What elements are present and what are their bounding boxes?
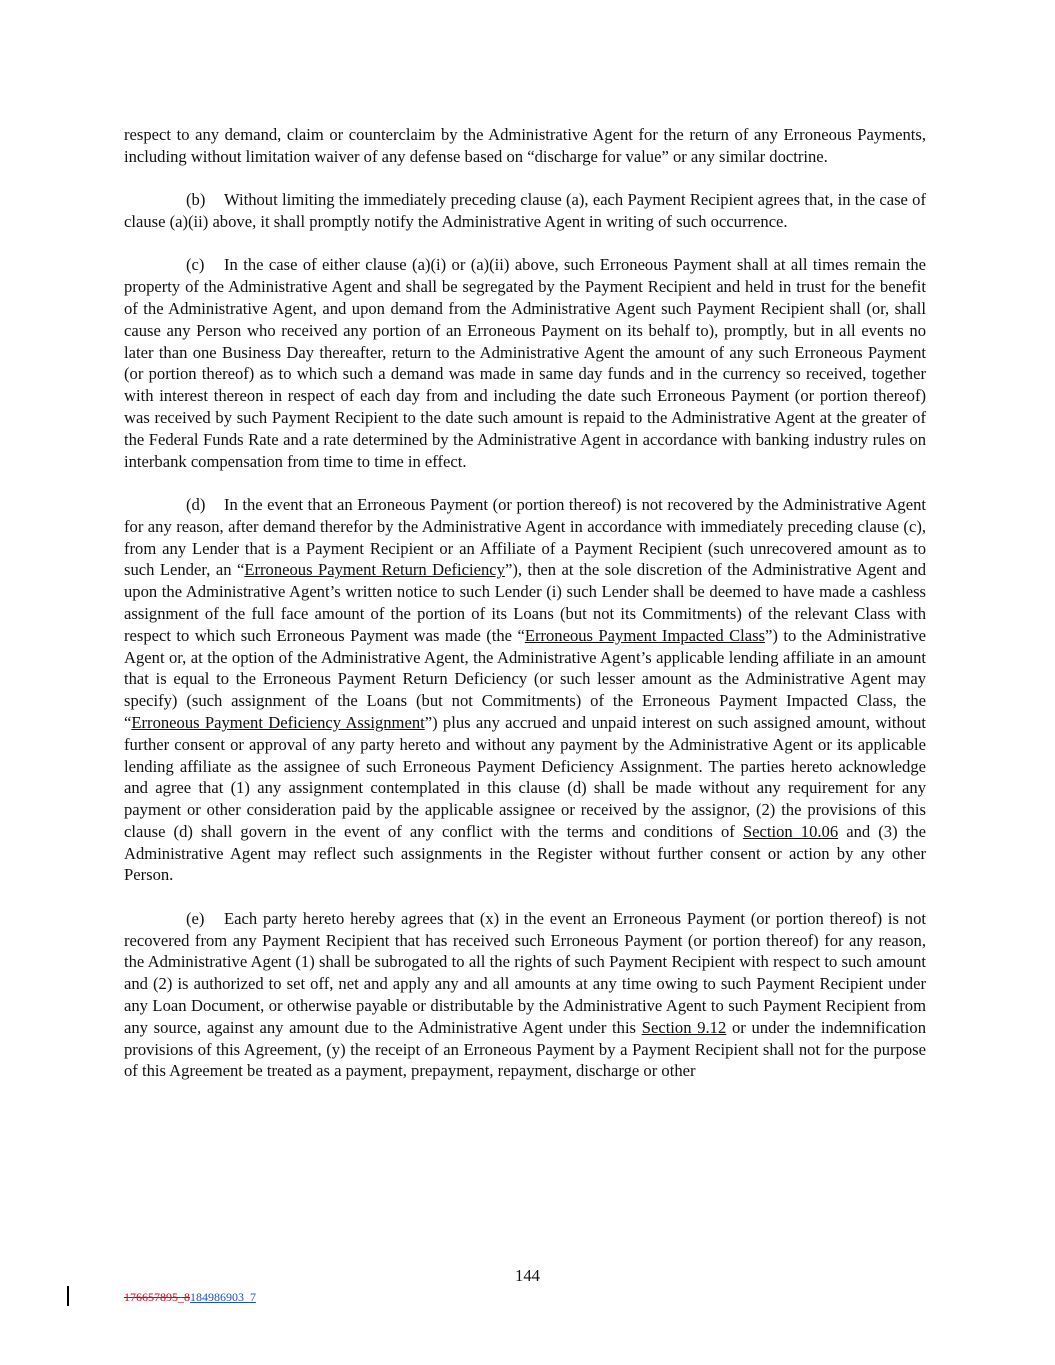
clause-c (124, 254, 926, 472)
clause-d-text-5: and (3) the Administrative Agent may reflect such assignments in the Register without further consent or action by any other Person. (124, 821, 926, 885)
intro-paragraph (124, 124, 926, 168)
clause-e-text-2: or under the indemnification provisions of this Agreement, (y) the receipt of an Erroneous Payment by a Payment Recipient shall not for the purpose of this Agreement be treated as a payment, prepayment, repayment, discharge or other (124, 1017, 926, 1081)
clause-d (124, 494, 926, 886)
intro-text: respect to any demand, claim or counterclaim by the Administrative Agent for the return of any Erroneous Payments, including without limitation waiver of any defense based on “discharge for value” or any similar doctrine. (124, 125, 926, 166)
clause-c-label: (c) (186, 255, 205, 275)
defined-term-impacted-class: Erroneous Payment Impacted Class (524, 625, 766, 645)
document-id (124, 1290, 256, 1305)
clause-d-text-1: In the event that an Erroneous Payment (or portion thereof) is not recovered by the Administrative Agent for any reason, after demand therefor by the Administrative Agent in accordance with immediately preceding clause (c), from any Lender that is a Payment Recipient or an Affiliate of a Payment Recipient (such unrecovered amount as to such Lender, an “ (124, 494, 926, 580)
clause-d-label: (d) (186, 494, 206, 514)
clause-c-text: In the case of either clause (a)(i) or (a)(ii) above, such Erroneous Payment shall at all times remain the property of the Administrative Agent and shall be segregated by the Payment Recipient and held in trust for the benefit of the Administrative Agent, and upon demand from the Administrative Agent such Payment Recipient shall (or, shall cause any Person who received any portion of an Erroneous Payment on its behalf to), promptly, but in all events no later than one Business Day thereafter, return to the Administrative Agent the amount of any such Erroneous Payment (or portion thereof) as to which such a demand was made in same day funds and in the currency so received, together with interest thereon in respect of each day from and including the date such Erroneous Payment (or portion thereof) was received by such Payment Recipient to the date such amount is repaid to the Administrative Agent at the greater of the Federal Funds Rate and a rate determined by the Administrative Agent in accordance with banking industry rules on interbank compensation from time to time in effect. (124, 255, 926, 471)
clause-e-text-1: Each party hereto hereby agrees that (x) in the event an Erroneous Payment (or portion thereof) is not recovered from any Payment Recipient that has received such Erroneous Payment (or portion thereof) for any reason, the Administrative Agent (1) shall be subrogated to all the rights of such Payment Recipient with respect to such amount and (2) is authorized to set off, net and apply any and all amounts at any time owing to such Payment Recipient under any Loan Document, or otherwise payable or distributable by the Administrative Agent to such Payment Recipient from any source, against any amount due to the Administrative Agent under this (124, 908, 926, 1037)
clause-b (124, 189, 926, 233)
document-id-inserted: 184986903_7 (190, 1290, 256, 1304)
clause-d-text-2: ”), then at the sole discretion of the Administrative Agent and upon the Administrative Agent’s written notice to such Lender (i) such Lender shall be deemed to have made a cashless assignment of the full face amount of the portion of its Loans (but not its Commitments) of the relevant Class with respect to which such Erroneous Payment was made (the “ (124, 560, 926, 645)
defined-term-return-deficiency: Erroneous Payment Return Deficiency (244, 560, 505, 580)
section-9-12-reference: Section 9.12 (641, 1017, 727, 1037)
page-number: 144 (515, 1266, 540, 1285)
clause-e (124, 908, 926, 1082)
document-id-deleted: 176657895_8 (124, 1290, 190, 1304)
section-10-06-reference: Section 10.06 (742, 821, 839, 841)
document-body (124, 124, 926, 1104)
clause-b-label: (b) (186, 190, 206, 210)
clause-d-text-3: ”) to the Administrative Agent or, at the option of the Administrative Agent, the Administrative Agent’s applicable lending affiliate in an amount that is equal to the Erroneous Payment Return Deficiency (or such lesser amount as the Administrative Agent may specify) (such assignment of the Loans (but not Commitments) of the Erroneous Payment Impacted Class, the “ (124, 625, 926, 732)
defined-term-deficiency-assignment: Erroneous Payment Deficiency Assignment (131, 712, 425, 732)
clause-d-text-4: ”) plus any accrued and unpaid interest on such assigned amount, without further consent or approval of any party hereto and without any payment by the Administrative Agent or its applicable lending affiliate as the assignee of such Erroneous Payment Deficiency Assignment. The parties hereto acknowledge and agree that (1) any assignment contemplated in this clause (d) shall be made without any requirement for any payment or other consideration paid by the applicable assignee or received by the assignor, (2) the provisions of this clause (d) shall govern in the event of any conflict with the terms and conditions of (124, 712, 926, 841)
change-bar (67, 1286, 69, 1306)
clause-e-label: (e) (186, 908, 205, 928)
clause-b-text: Without limiting the immediately preceding clause (a), each Payment Recipient agrees that, in the case of clause (a)(ii) above, it shall promptly notify the Administrative Agent in writing of such occurrence. (124, 190, 926, 231)
